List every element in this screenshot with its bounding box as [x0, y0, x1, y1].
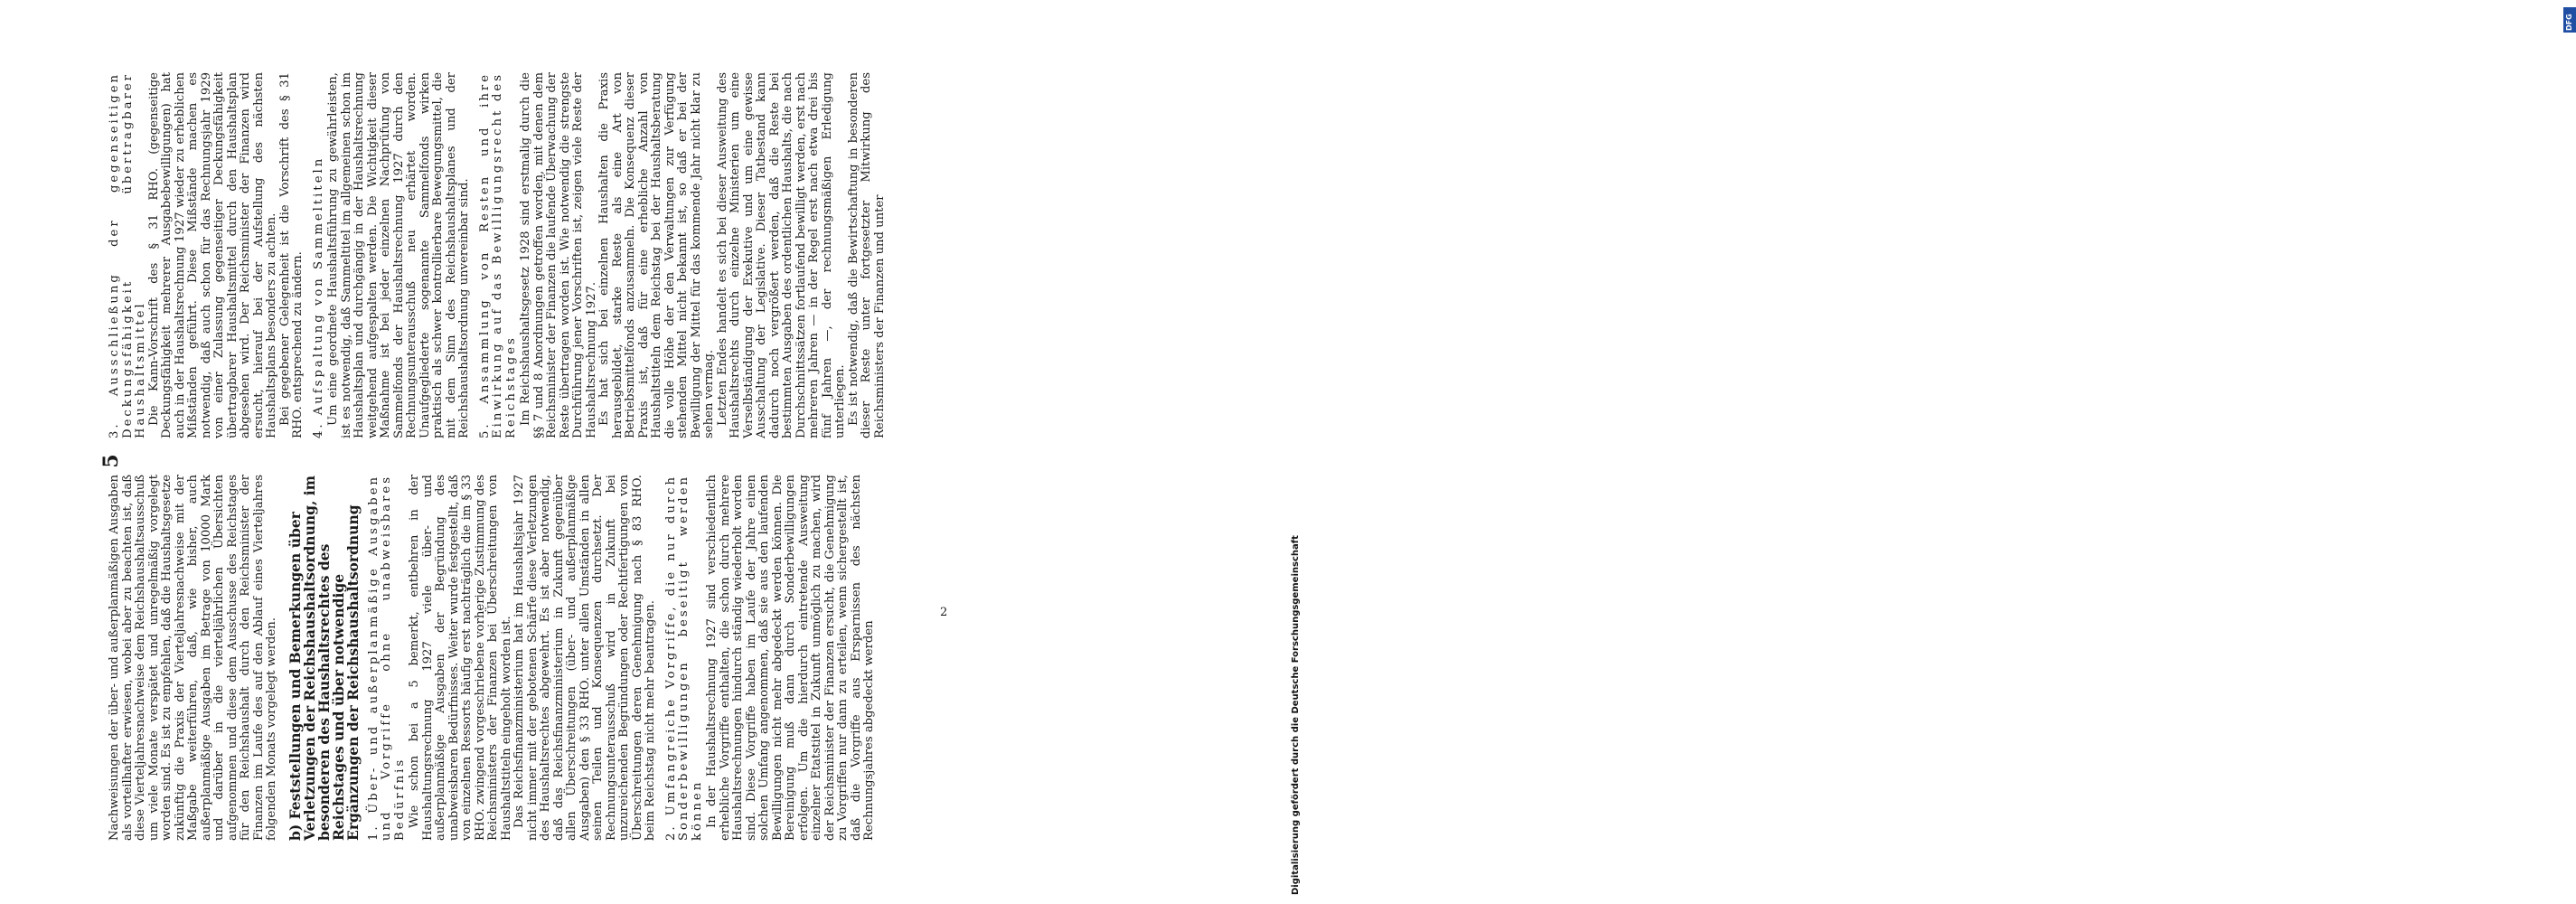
paragraph: Nachweisungen der über- und außerplanmäßigen Ausgaben als vorteilhafter erwiesen, wobei aber zu beachten ist, daß diese Vierteljahresnachweise dem Reichshaushaltsausschuß um viele Monate verspätet und unregelmäßig vorgelegt worden sind. Es ist zu empfehlen, daß die Haushaltsgesetze zukünftig die Praxis der Vierteljahresnachweise mit der Maßgabe weiterführen, daß, wie bisher, auch außerplanmäßige Ausgaben im Betrage von 10000 Mark und darüber in die vierteljährlichen Übersichten aufgenommen und diese dem Ausschusse des Reichstages für den Reichshaushalt durch den Reichsminister der Finanzen im Laufe des auf den Ablauf eines Vierteljahres folgenden Monats vorgelegt werden. [108, 475, 278, 841]
subsection-heading-1: 1. Über- und außerplanmäßige Ausgaben und Vorgriffe ohne unabweisbares Bedürfnis [366, 475, 407, 841]
right-column [108, 72, 887, 438]
paragraph: In der Haushaltsrechnung 1927 sind verschiedentlich erhebliche Vorgriffe enthalten, die schon durch mehrere Haushaltsrechnungen hindurch ständig wiederholt worden sind. Diese Vorgriffe haben im Laufe der Jahre einen solchen Umfang angenommen, daß sie aus den laufenden Bewilligungen nicht mehr abgedeckt werden können. Die Bereinigung muß dann durch Sonderbewilligungen erfolgen. Um die hierdurch eintretende Ausweitung einzelner Etatstitel in Zukunft unmöglich zu machen, wird der Reichsminister der Finanzen ersucht, die Genehmigung zu Vorgriffen nur dann zu erteilen, wenn sichergestellt ist, daß die Vorgriffe aus Ersparnissen des nächsten Rechnungsjahres abgedeckt werden [705, 475, 876, 841]
page-number: 5 [99, 454, 123, 468]
paragraph: Im Reichshaushaltsgesetz 1928 sind erstmalig durch die §§ 7 und 8 Anordnungen getroffen worden, mit denen dem Reichsminister der Finanzen die laufende Überwachung der Reste übertragen worden ist. Wie notwendig die strengste Durchführung jener Vorschriften ist, zeigen viele Reste der Haushaltsrechnung 1927. [519, 72, 598, 438]
paragraph: Das Reichsfinanzministerium hat im Haushaltsjahr 1927 nicht immer mit der gebotenen Schärfe diese Verletzungen des Haushaltsrechtes abgewehrt. Es ist aber notwendig, daß das Reichsfinanzministerium in Zukunft gegenüber allen Überschreitungen (über- und außerplanmäßige Ausgaben) den § 33 RHO. unter allen Umständen in allen seinen Teilen und Konsequenzen durchsetzt. Der Rechnungsunterausschuß wird in Zukunft bei unzureichenden Begründungen oder Rechtfertigungen von Überschreitungen deren Genehmigung nach § 83 RHO. beim Reichstag nicht mehr beantragen. [512, 475, 657, 841]
digitization-credit: Digitalisierung gefördert durch die Deutsche Forschungsgemeinschaft [1291, 535, 1301, 895]
subsection-heading-3: 3. Ausschließung der gegenseitigen Deckungsfähigkeit übertragbarer Haushaltsmittel [108, 72, 147, 438]
rotated-page-content [99, 72, 1184, 841]
paragraph: Es hat sich bei einzelnen Haushalten die Praxis herausgebildet, starke Reste als eine Art von Betriebsmittelfonds anzusammeln. Die Konsequenz dieser Praxis ist, daß für eine erhebliche Anzahl von Haushaltstiteln dem Reichstag bei der Haushaltsberatung die volle Höhe der den Verwaltungen zur Verfügung stehenden Mittel nicht bekannt ist, so daß er bei der Bewilligung der Mittel für das kommende Jahr nicht klar zu sehen vermag. [597, 72, 716, 438]
dfg-logo-icon [2563, 7, 2576, 33]
dfg-logo-text: DFG [2565, 14, 2573, 31]
sheet-number: 2 [940, 606, 948, 619]
paragraph: Bei gegebener Gelegenheit ist die Vorschrift des § 31 RHO. entsprechend zu ändern. [277, 72, 305, 438]
paragraph: Um eine geordnete Haushaltsführung zu gewährleisten, ist es notwendig, daß Sammeltitel im allgemeinen schon im Haushaltsplan und durchgängig in der Haushaltsrechnung weitgehend aufgespalten werden. Die Wichtigkeit dieser Maßnahme ist bei jeder einzelnen Nachprüfung von Sammelfonds der Haushaltsrechnung 1927 durch den Rechnungsunterausschuß neu erhärtet worden. Unaufgegliederte sogenannte Sammelfonds wirken praktisch als schwer kontrollierbare Bewegungsmittel, die mit dem Sinn des Reichshaushaltsplanes und der Reichshaushaltsordnung unvereinbar sind. [326, 72, 471, 438]
paragraph: Es ist notwendig, daß die Bewirtschaftung in besonderen dieser Reste unter fortgesetzter Mitwirkung des Reichsministers der Finanzen und unter [846, 72, 887, 438]
subsection-heading-4: 4. Aufspaltung von Sammeltiteln [311, 155, 325, 438]
section-heading-b: b) Feststellungen und Bemerkungen über Verletzungen der Reichshaushaltsordnung, im besonderen des Haushaltsrechtes des Reichstages und über notwendige Ergänzungen der Reichshaushaltsordnung [286, 475, 362, 841]
subsection-heading-2: 2. Umfangreiche Vorgriffe, die nur durch Sonderbewilligungen beseitigt werden können [663, 475, 704, 841]
paragraph: Letzten Endes handelt es sich bei dieser Ausweitung des Haushaltsrechts durch einzelne Ministerien um eine Verselbständigung der Exekutive und um eine gewisse Ausschaltung der Legislative. Dieser Tatbestand kann dadurch noch vergrößert werden, daß die Reste bei bestimmten Ausgaben des ordentlichen Haushalts, die nach Durchschnittssätzen fortlaufend bewilligt werden, erst nach mehreren Jahren — in der Regel erst nach etwa drei bis fünf Jahren —, der rechnungsmäßigen Erledigung unterliegen. [715, 72, 847, 438]
paragraph: Die Kann-Vorschrift des § 31 RHO. (gegenseitige Deckungsfähigkeit mehrerer Ausgabebewilligungen) hat auch in der Haushaltsrechnung 1927 wieder zu erheblichen Mißständen geführt. Diese Mißstände machen es notwendig, daß auch schon für das Rechnungsjahr 1929 von einer Zulassung gegenseitiger Deckungsfähigkeit übertragbarer Haushaltsmittel durch den Haushaltsplan abgesehen wird. Der Reichsminister der Finanzen wird ersucht, hierauf bei der Aufstellung des nächsten Haushaltsplans besonders zu achten. [146, 72, 278, 438]
paragraph: Wie schon bei a 5 bemerkt, entbehren in der Haushaltungsrechnung 1927 viele über- und außerplanmäßige Ausgaben der Begründung des unabweisbaren Bedürfnisses. Weiter wurde festgestellt, daß von einzelnen Ressorts häufig erst nachträglich die im § 33 RHO. zwingend vorgeschriebene vorherige Zustimmung des Reichsministers der Finanzen bei Überschreitungen von Haushaltstiteln eingeholt worden ist. [408, 475, 513, 841]
left-column [108, 475, 877, 841]
subsection-heading-5: 5. Ansammlung von Resten und ihre Einwirkung auf das Bewilligungsrecht des Reichstages [477, 72, 518, 438]
